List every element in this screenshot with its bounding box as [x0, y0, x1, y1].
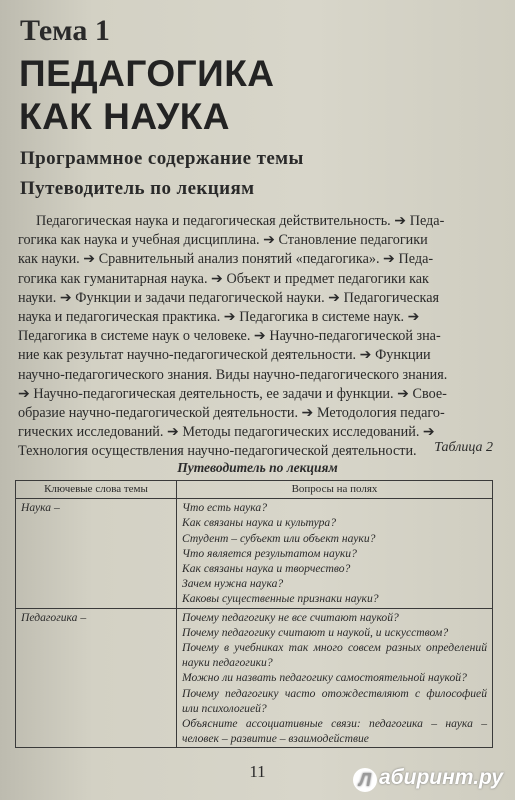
labirint-watermark-text: абиринт.ру	[378, 766, 503, 789]
question: Почему в учебниках так много совсем разных определений науки педагогики?	[182, 641, 487, 670]
table-header-row	[16, 481, 493, 499]
paragraph-line: наука и педагогическая практика. ➔ Педагогика в системе наук. ➔	[18, 309, 420, 326]
labirint-watermark	[353, 766, 503, 792]
paragraph-line: ➔ Научно-педагогическая деятельность, ее задачи и функции. ➔ Свое-	[18, 385, 447, 402]
topic-number: Тема 1	[20, 14, 110, 47]
question: Объясните ассоциативные связи: педагогика – наука – человек – развитие – взаимодействие	[182, 717, 487, 746]
program-heading: Программное содержание темы	[20, 148, 304, 169]
paragraph-line: Технология осуществления научно-педагогической деятельности.	[18, 443, 417, 460]
column-header-keywords: Ключевые слова темы	[16, 481, 177, 499]
paragraph-line: ние как результат научно-педагогической деятельности. ➔ Функции	[18, 347, 431, 364]
paragraph-line: гогика как гуманитарная наука. ➔ Объект и предмет педагогики как	[18, 270, 429, 287]
question: Каковы существенные признаки науки?	[182, 592, 379, 606]
table-caption: Таблица 2	[434, 440, 493, 455]
question: Как связаны наука и творчество?	[182, 562, 351, 576]
column-header-questions: Вопросы на полях	[177, 481, 493, 499]
chapter-title-line-2: КАК НАУКА	[19, 96, 231, 137]
paragraph-line: науки. ➔ Функции и задачи педагогической науки. ➔ Педагогическая	[18, 289, 440, 306]
keyword-cell: Наука –	[16, 499, 177, 608]
paragraph-line: образие научно-педагогической деятельности. ➔ Методология педаго-	[18, 405, 445, 422]
paragraph-line: гогика как наука и учебная дисциплина. ➔ Становление педагогики	[18, 232, 428, 249]
question: Почему педагогику не все считают наукой?	[182, 610, 399, 624]
question: Что есть наука?	[182, 501, 268, 515]
questions-cell	[177, 499, 493, 608]
chapter-title	[19, 52, 275, 138]
question: Можно ли назвать педагогику самостоятельной наукой?	[182, 671, 467, 685]
lecture-guide-table	[15, 480, 493, 748]
chapter-title-line-1: ПЕДАГОГИКА	[19, 53, 275, 94]
table-title: Путеводитель по лекциям	[177, 460, 338, 475]
table-row	[16, 608, 493, 748]
question: Как связаны наука и культура?	[182, 516, 337, 530]
lecture-topics-paragraph	[18, 212, 504, 462]
keyword-cell: Педагогика –	[16, 608, 177, 748]
question: Студент – субъект или объект науки?	[182, 531, 376, 545]
paragraph-line: как науки. ➔ Сравнительный анализ понятий «педагогика». ➔ Педа-	[18, 251, 434, 268]
paragraph-line: Педагогика в системе наук о человеке. ➔ Научно-педагогической зна-	[18, 328, 441, 345]
labirint-logo-icon: Л	[353, 768, 377, 792]
question: Что является результатом науки?	[182, 546, 357, 560]
paragraph-line: Педагогическая наука и педагогическая действительность. ➔ Педа-	[36, 213, 445, 229]
page-number: 11	[249, 762, 266, 781]
question: Почему педагогику считают и наукой, и искусством?	[182, 625, 449, 639]
paragraph-line: гических исследований. ➔ Методы педагогических исследований. ➔	[18, 424, 435, 441]
guide-heading: Путеводитель по лекциям	[20, 178, 255, 199]
question: Зачем нужна наука?	[182, 577, 284, 591]
paragraph-line: научно-педагогического знания. Виды научно-педагогического знания.	[18, 366, 448, 383]
questions-cell	[177, 608, 493, 748]
table-row	[16, 499, 493, 608]
question: Почему педагогику часто отождествляют с философией или психологией?	[182, 686, 487, 715]
